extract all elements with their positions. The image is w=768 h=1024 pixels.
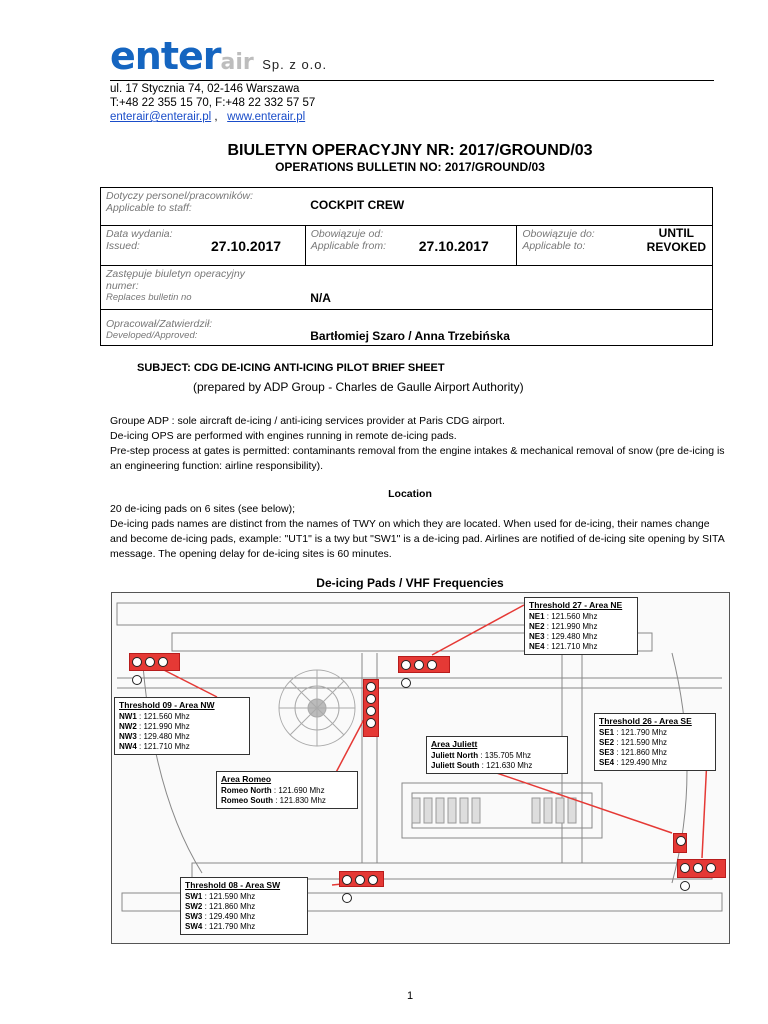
phone-line: T:+48 22 355 15 70, F:+48 22 332 57 57 bbox=[110, 97, 316, 109]
pad-nw bbox=[129, 653, 180, 671]
pad-name: NW4 bbox=[119, 742, 137, 751]
frequency-row bbox=[185, 892, 303, 902]
applicable-value: COCKPIT CREW bbox=[310, 198, 405, 212]
replaces-label-pl-1: Zastępuje biuletyn operacyjny bbox=[106, 268, 245, 280]
area-sw-title: Threshold 08 - Area SW bbox=[185, 880, 281, 890]
pad-name: NE1 bbox=[529, 612, 545, 621]
enterair-logo bbox=[110, 34, 327, 78]
paragraph-3: Pre-step process at gates is permitted: contaminants removal from the engine intakes & mechanical removal of snow (pre de-icing is an engineering function: airline responsibility). bbox=[110, 445, 725, 472]
header-divider bbox=[110, 80, 714, 81]
pad-name: SE2 bbox=[599, 738, 615, 747]
pad-name: Romeo South bbox=[221, 796, 273, 805]
pad-frequency: : 129.490 Mhz bbox=[202, 912, 256, 921]
issued-label-pl: Data wydania: bbox=[106, 228, 173, 240]
frequency-row bbox=[431, 751, 563, 761]
developed-value: Bartłomiej Szaro / Anna Trzebińska bbox=[310, 329, 510, 343]
applicable-label-pl: Dotyczy personel/pracowników: bbox=[106, 190, 254, 202]
map-title: De-icing Pads / VHF Frequencies bbox=[316, 576, 504, 590]
frequency-row bbox=[599, 748, 711, 758]
pad-frequency: : 129.490 Mhz bbox=[614, 758, 668, 767]
contact-separator: , bbox=[214, 111, 218, 123]
to-label-pl: Obowiązuje do: bbox=[522, 228, 595, 240]
applicable-value-cell bbox=[305, 188, 712, 226]
pad-frequency: : 121.630 Mhz bbox=[479, 761, 533, 770]
pad-name: Juliett South bbox=[431, 761, 480, 770]
paragraph-1: Groupe ADP : sole aircraft de-icing / anti-icing services provider at Paris CDG airport. bbox=[110, 415, 505, 427]
page-number: 1 bbox=[406, 990, 414, 1002]
area-nw-box bbox=[114, 697, 250, 755]
area-ne-box bbox=[524, 597, 638, 655]
pad-name: NW3 bbox=[119, 732, 137, 741]
applicable-label-en: Applicable to staff: bbox=[106, 202, 192, 214]
area-juliett-box bbox=[426, 736, 568, 774]
pad-frequency: : 135.705 Mhz bbox=[478, 751, 532, 760]
pad-frequency: : 121.710 Mhz bbox=[136, 742, 190, 751]
applicable-to-cell bbox=[517, 226, 713, 266]
pad-name: SE3 bbox=[599, 748, 615, 757]
pad-frequency: : 121.590 Mhz bbox=[614, 738, 668, 747]
pad-frequency: : 121.690 Mhz bbox=[271, 786, 325, 795]
to-label-en: Applicable to: bbox=[522, 240, 586, 252]
leader-line-se bbox=[702, 758, 707, 858]
area-nw-title: Threshold 09 - Area NW bbox=[119, 700, 215, 710]
area-ne-title: Threshold 27 - Area NE bbox=[529, 600, 623, 610]
pad-frequency: : 121.990 Mhz bbox=[544, 622, 598, 631]
frequency-row bbox=[599, 728, 711, 738]
pad-juliett bbox=[673, 833, 687, 853]
issued-label-en: Issued: bbox=[106, 240, 140, 252]
frequency-row bbox=[529, 642, 633, 652]
pad-ne bbox=[398, 656, 450, 673]
area-sw-box bbox=[180, 877, 308, 935]
frequency-row bbox=[185, 912, 303, 922]
pad-frequency: : 121.790 Mhz bbox=[202, 922, 256, 931]
area-se-title: Threshold 26 - Area SE bbox=[599, 716, 692, 726]
cdg-deicing-map bbox=[111, 592, 730, 944]
paragraph-5: De-icing pads names are distinct from the names of TWY on which they are located. When used for de-icing, their names change and become de-icing pads, example: "UT1" is a twy but "SW1" is a de-icing pad. Airlines are notified of de-icing site opening by SITA message. The opening delay for de-icing sites is 60 minutes. bbox=[110, 518, 725, 560]
bulletin-title-en: OPERATIONS BULLETIN NO: 2017/GROUND/03 bbox=[275, 160, 545, 174]
frequency-row bbox=[599, 738, 711, 748]
pad-name: SW4 bbox=[185, 922, 203, 931]
to-value-line1: UNTIL bbox=[658, 226, 694, 240]
developed-label-en: Developed/Approved: bbox=[106, 330, 198, 341]
prepared-by: (prepared by ADP Group - Charles de Gaulle Airport Authority) bbox=[193, 380, 524, 394]
frequency-row bbox=[185, 922, 303, 932]
paragraph-2: De-icing OPS are performed with engines running in remote de-icing pads. bbox=[110, 430, 457, 442]
replaces-label-cell bbox=[101, 266, 306, 310]
address-line: ul. 17 Stycznia 74, 02-146 Warszawa bbox=[110, 83, 300, 95]
bulletin-title-pl: BIULETYN OPERACYJNY NR: 2017/GROUND/03 bbox=[227, 142, 593, 159]
frequency-row bbox=[529, 632, 633, 642]
pad-name: Romeo North bbox=[221, 786, 272, 795]
bulletin-info-table bbox=[100, 187, 713, 346]
pad-frequency: : 121.790 Mhz bbox=[614, 728, 668, 737]
developed-label-pl: Opracował/Zatwierdził: bbox=[106, 318, 213, 330]
pad-name: SW1 bbox=[185, 892, 203, 901]
frequency-row bbox=[119, 722, 245, 732]
pad-name: SE4 bbox=[599, 758, 615, 767]
frequency-row bbox=[185, 902, 303, 912]
frequency-row bbox=[529, 622, 633, 632]
area-juliett-title: Area Juliett bbox=[431, 739, 478, 749]
pad-frequency: : 129.480 Mhz bbox=[544, 632, 598, 641]
replaces-value-cell bbox=[305, 266, 712, 310]
pad-romeo bbox=[363, 679, 379, 737]
area-romeo-title: Area Romeo bbox=[221, 774, 272, 784]
developed-label-cell bbox=[101, 310, 306, 346]
pad-sw bbox=[339, 871, 384, 887]
frequency-row bbox=[119, 712, 245, 722]
issued-cell bbox=[101, 226, 306, 266]
frequency-row bbox=[431, 761, 563, 771]
pad-name: NE3 bbox=[529, 632, 545, 641]
frequency-row bbox=[221, 796, 353, 806]
from-label-en: Applicable from: bbox=[310, 240, 387, 252]
from-label-pl: Obowiązuje od: bbox=[310, 228, 384, 240]
pad-frequency: : 121.990 Mhz bbox=[136, 722, 190, 731]
pad-name: NW1 bbox=[119, 712, 137, 721]
subject-line: SUBJECT: CDG DE-ICING ANTI-ICING PILOT BRIEF SHEET bbox=[137, 362, 445, 374]
to-value bbox=[647, 226, 706, 254]
paragraph-4: 20 de-icing pads on 6 sites (see below); bbox=[110, 503, 296, 515]
applicable-from-cell bbox=[305, 226, 517, 266]
replaces-label-pl-2: numer: bbox=[106, 280, 139, 292]
pad-name: NE2 bbox=[529, 622, 545, 631]
area-se-box bbox=[594, 713, 716, 771]
pad-frequency: : 121.830 Mhz bbox=[273, 796, 326, 805]
pad-name: NW2 bbox=[119, 722, 137, 731]
runway-north-outer bbox=[117, 603, 537, 625]
replaces-value: N/A bbox=[310, 291, 331, 305]
pad-name: SW3 bbox=[185, 912, 203, 921]
pad-frequency: : 129.480 Mhz bbox=[136, 732, 190, 741]
area-romeo-box bbox=[216, 771, 358, 809]
from-value: 27.10.2017 bbox=[418, 238, 489, 254]
email-link[interactable]: enterair@enterair.pl bbox=[110, 111, 212, 123]
leader-line-juliett bbox=[482, 768, 672, 833]
frequency-row bbox=[119, 732, 245, 742]
website-link[interactable]: www.enterair.pl bbox=[227, 111, 306, 123]
pad-name: Juliett North bbox=[431, 751, 479, 760]
issued-value: 27.10.2017 bbox=[211, 238, 282, 254]
company-address-block bbox=[110, 82, 315, 124]
pad-frequency: : 121.560 Mhz bbox=[544, 612, 598, 621]
pad-name: SE1 bbox=[599, 728, 615, 737]
pad-name: SW2 bbox=[185, 902, 203, 911]
frequency-row bbox=[599, 758, 711, 768]
pad-frequency: : 121.860 Mhz bbox=[614, 748, 668, 757]
frequency-row bbox=[529, 612, 633, 622]
leader-line-ne bbox=[432, 605, 524, 655]
pad-frequency: : 121.860 Mhz bbox=[202, 902, 256, 911]
applicable-label-cell bbox=[101, 188, 306, 226]
developed-value-cell bbox=[305, 310, 712, 346]
logo-enter-text: enter bbox=[110, 34, 221, 78]
pad-frequency: : 121.560 Mhz bbox=[136, 712, 190, 721]
pad-name: NE4 bbox=[529, 642, 545, 651]
pad-frequency: : 121.710 Mhz bbox=[544, 642, 598, 651]
replaces-label-en: Replaces bulletin no bbox=[106, 292, 192, 303]
logo-air-text: air bbox=[220, 50, 254, 75]
pad-frequency: : 121.590 Mhz bbox=[202, 892, 256, 901]
pad-se bbox=[677, 859, 726, 878]
to-value-line2: REVOKED bbox=[646, 240, 706, 254]
location-heading: Location bbox=[388, 488, 432, 500]
company-suffix: Sp. z o.o. bbox=[262, 57, 328, 72]
frequency-row bbox=[119, 742, 245, 752]
frequency-row bbox=[221, 786, 353, 796]
contact-links bbox=[110, 110, 315, 124]
